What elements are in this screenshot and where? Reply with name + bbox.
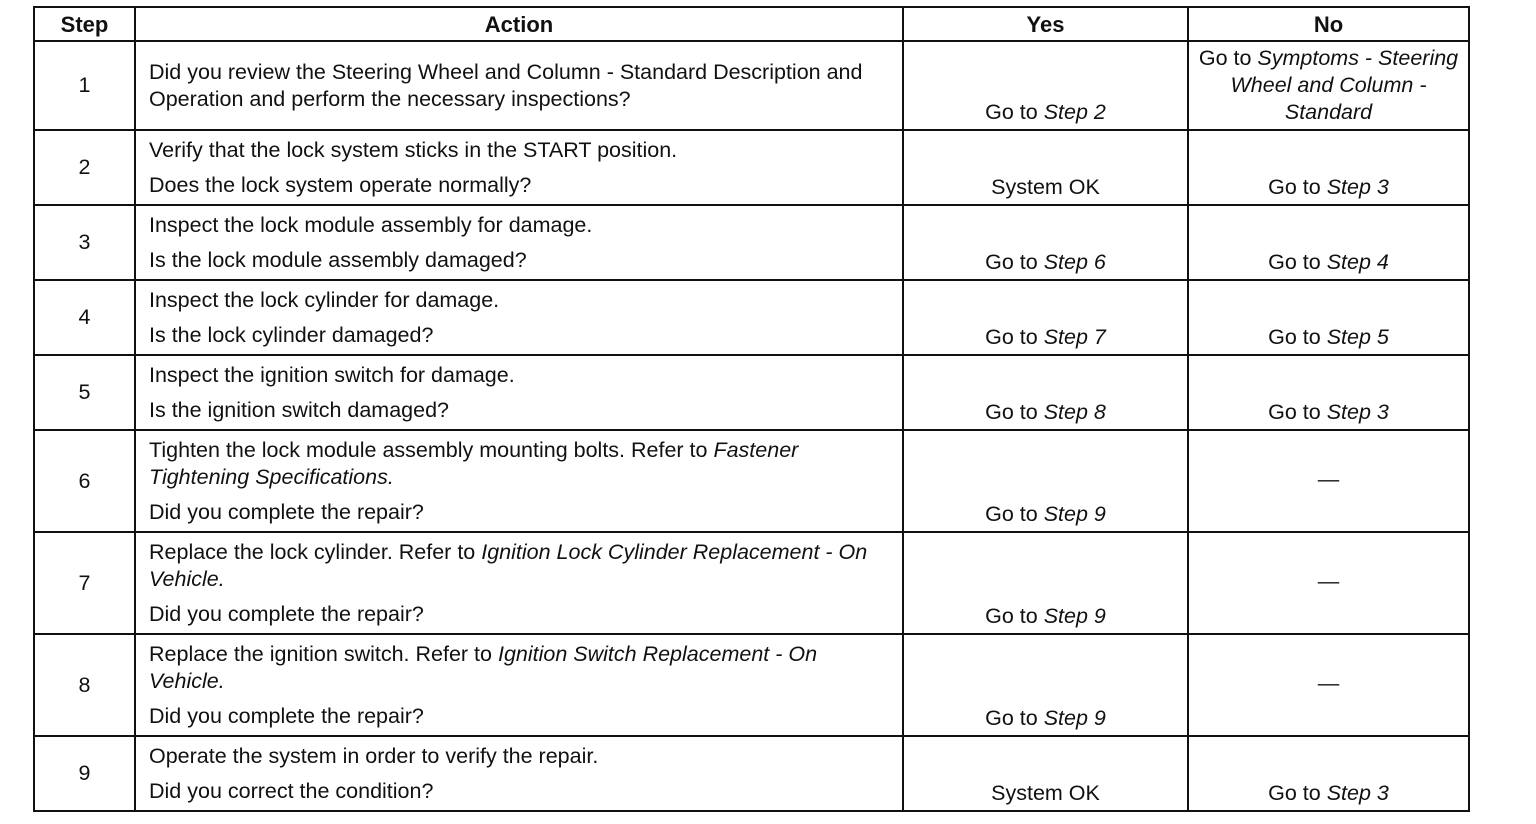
action-cell: [135, 430, 903, 532]
action-line: Replace the ignition switch. Refer to: [149, 641, 498, 666]
action-line: Did you complete the repair?: [149, 499, 424, 524]
no-reference: Step 5: [1326, 325, 1389, 349]
yes-reference: Step 2: [1043, 100, 1106, 124]
action-cell: [135, 130, 903, 205]
yes-reference: Step 9: [1043, 604, 1106, 628]
action-question: [149, 703, 894, 730]
step-number: 3: [34, 205, 135, 280]
yes-result: [903, 280, 1188, 355]
action-question: [149, 778, 894, 805]
table-row: [34, 130, 1469, 205]
no-prefix: Go to: [1268, 325, 1327, 349]
action-question: [149, 322, 894, 349]
yes-prefix: Go to: [985, 604, 1044, 628]
yes-prefix: Go to: [985, 100, 1044, 124]
action-cell: [135, 634, 903, 736]
procedure-reference: Ignition Lock Cylinder Replacement - On Vehicle.: [149, 539, 868, 591]
yes-prefix: Go to: [985, 502, 1044, 526]
no-result: [1188, 205, 1469, 280]
no-prefix: Go to: [1198, 46, 1258, 70]
table-body: [34, 41, 1469, 811]
action-text: [149, 362, 894, 389]
action-question: [149, 397, 894, 424]
yes-result: [903, 532, 1188, 634]
header-no: No: [1188, 7, 1469, 41]
action-text: [149, 137, 894, 164]
yes-reference: Step 9: [1043, 706, 1106, 730]
action-line: Did you review the Steering Wheel and Column - Standard Description and Operation and perform the necessary inspections?: [149, 59, 863, 111]
action-text: [149, 743, 894, 770]
step-number: 4: [34, 280, 135, 355]
no-result: [1188, 634, 1469, 736]
yes-prefix: Go to: [985, 325, 1044, 349]
action-line: Is the ignition switch damaged?: [149, 397, 449, 422]
procedure-reference: Fastener Tightening Specifications.: [149, 437, 799, 489]
yes-reference: Step 7: [1043, 325, 1106, 349]
action-line: Did you correct the condition?: [149, 778, 434, 803]
yes-result: [903, 430, 1188, 532]
no-reference: Step 4: [1326, 250, 1389, 274]
table-row: [34, 355, 1469, 430]
yes-result: [903, 355, 1188, 430]
no-prefix: Go to: [1268, 781, 1327, 805]
yes-prefix: System OK: [991, 175, 1100, 199]
action-question: [149, 247, 894, 274]
no-prefix: —: [1317, 569, 1340, 593]
action-line: Operate the system in order to verify the repair.: [149, 743, 599, 768]
action-line: Is the lock module assembly damaged?: [149, 247, 527, 272]
step-number: 5: [34, 355, 135, 430]
no-prefix: Go to: [1268, 250, 1327, 274]
header-yes: Yes: [903, 7, 1188, 41]
action-line: Inspect the lock module assembly for damage.: [149, 212, 593, 237]
step-number: 1: [34, 41, 135, 130]
step-number: 8: [34, 634, 135, 736]
action-cell: [135, 205, 903, 280]
no-result: [1188, 736, 1469, 811]
no-prefix: Go to: [1268, 175, 1327, 199]
no-prefix: —: [1317, 467, 1340, 491]
yes-reference: Step 9: [1043, 502, 1106, 526]
action-line: Is the lock cylinder damaged?: [149, 322, 434, 347]
no-prefix: Go to: [1268, 400, 1327, 424]
action-cell: [135, 532, 903, 634]
step-number: 9: [34, 736, 135, 811]
table-row: [34, 430, 1469, 532]
diagnostic-table: [33, 6, 1470, 812]
action-cell: [135, 41, 903, 130]
yes-result: [903, 634, 1188, 736]
no-result: [1188, 130, 1469, 205]
action-text: [149, 641, 894, 695]
yes-prefix: Go to: [985, 706, 1044, 730]
yes-prefix: Go to: [985, 250, 1044, 274]
no-reference: Step 3: [1326, 400, 1389, 424]
action-question: [149, 601, 894, 628]
yes-prefix: System OK: [991, 781, 1100, 805]
action-cell: [135, 355, 903, 430]
table-row: [34, 280, 1469, 355]
yes-result: [903, 41, 1188, 130]
no-result: [1188, 532, 1469, 634]
action-question: [149, 172, 894, 199]
action-text: [149, 212, 894, 239]
action-line: Tighten the lock module assembly mounting bolts. Refer to: [149, 437, 714, 462]
yes-result: [903, 130, 1188, 205]
no-result: [1188, 41, 1469, 130]
yes-prefix: Go to: [985, 400, 1044, 424]
table-header: [34, 7, 1469, 41]
action-text: [149, 59, 894, 113]
table-row: [34, 634, 1469, 736]
no-reference: Symptoms - Steering Wheel and Column - Standard: [1230, 46, 1459, 124]
action-text: [149, 539, 894, 593]
step-number: 2: [34, 130, 135, 205]
table-row: [34, 532, 1469, 634]
no-result: [1188, 430, 1469, 532]
table-row: [34, 41, 1469, 130]
action-line: Replace the lock cylinder. Refer to: [149, 539, 482, 564]
yes-result: [903, 205, 1188, 280]
action-line: Verify that the lock system sticks in the START position.: [149, 137, 678, 162]
no-reference: Step 3: [1326, 175, 1389, 199]
step-number: 6: [34, 430, 135, 532]
action-line: Inspect the ignition switch for damage.: [149, 362, 515, 387]
no-prefix: —: [1317, 671, 1340, 695]
action-line: Does the lock system operate normally?: [149, 172, 532, 197]
action-text: [149, 437, 894, 491]
header-step: Step: [34, 7, 135, 41]
action-cell: [135, 280, 903, 355]
action-line: Did you complete the repair?: [149, 601, 424, 626]
action-text: [149, 287, 894, 314]
step-number: 7: [34, 532, 135, 634]
action-cell: [135, 736, 903, 811]
table-row: [34, 205, 1469, 280]
action-question: [149, 499, 894, 526]
table-row: [34, 736, 1469, 811]
header-action: Action: [135, 7, 903, 41]
action-line: Inspect the lock cylinder for damage.: [149, 287, 500, 312]
procedure-reference: Ignition Switch Replacement - On Vehicle.: [149, 641, 818, 693]
yes-reference: Step 6: [1043, 250, 1106, 274]
no-result: [1188, 355, 1469, 430]
action-line: Did you complete the repair?: [149, 703, 424, 728]
yes-reference: Step 8: [1043, 400, 1106, 424]
no-reference: Step 3: [1326, 781, 1389, 805]
yes-result: [903, 736, 1188, 811]
no-result: [1188, 280, 1469, 355]
